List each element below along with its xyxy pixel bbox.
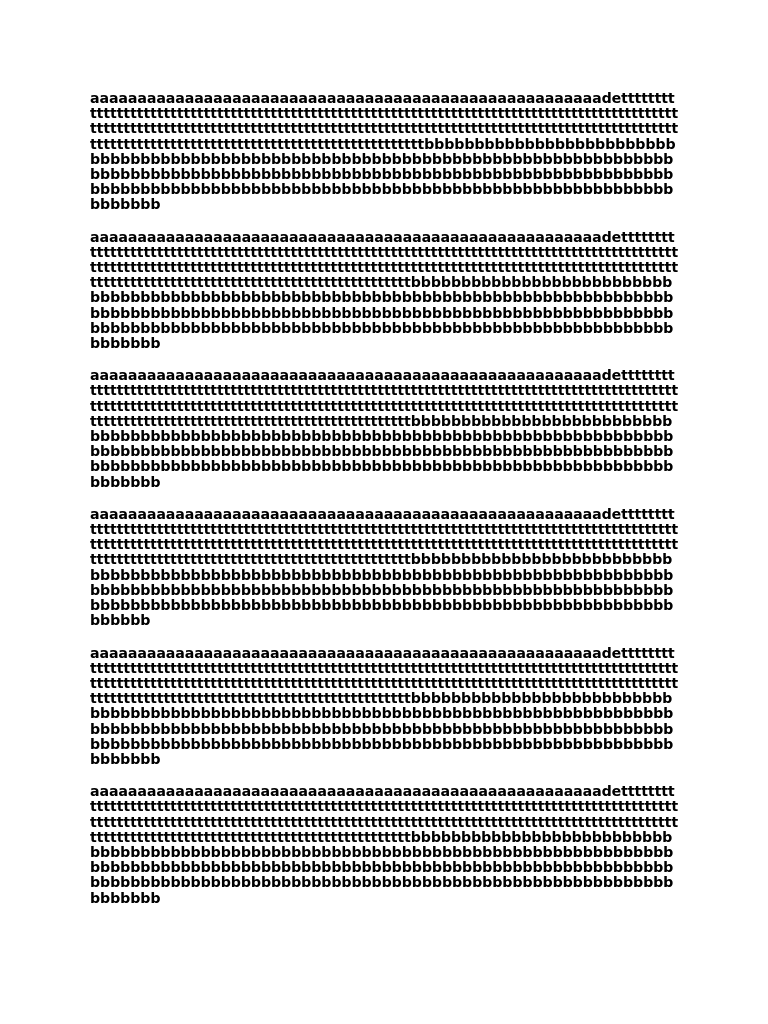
paragraph-5: aaaaaaaaaaaaaaaaaaaaaaaaaaaaaaaaaaaaaaaaaaaaaaaaaaaaaadettttttttttttttttttttttttttttttttttttttttttttttttttttttttttttttttttttttttttttttttttttttttttttttttttttttttttttttttttttttttttttttttttttttttttttttttttttttttttttttttttttttttttttttttttttttttttttttttttttttttttttttttttttttttttttttttttttttttbbbbbbbbbbbbbbbbbbbbbbbbbbbbbbbbbbbbbbbbbbbbbbbbbbbbbbbbbbbbbbbbbbbbbbbbbbbbbbbbbbbbbbbbbbbbbbbbbbbbbbbbbbbbbbbbbbbbbbbbbbbbbbbbbbbbbbbbbbbbbbbbbbbbbbbbbbbbbbbbbbbbbbbbbbbbbbbbbbbbbbbbbbbbbbbbbbbbbbbbbbbbbbb	[90, 645, 679, 768]
paragraph-2: aaaaaaaaaaaaaaaaaaaaaaaaaaaaaaaaaaaaaaaaaaaaaaaaaaaaaadettttttttttttttttttttttttttttttttttttttttttttttttttttttttttttttttttttttttttttttttttttttttttttttttttttttttttttttttttttttttttttttttttttttttttttttttttttttttttttttttttttttttttttttttttttttttttttttttttttttttttttttttttttttttttttttttttttttttbbbbbbbbbbbbbbbbbbbbbbbbbbbbbbbbbbbbbbbbbbbbbbbbbbbbbbbbbbbbbbbbbbbbbbbbbbbbbbbbbbbbbbbbbbbbbbbbbbbbbbbbbbbbbbbbbbbbbbbbbbbbbbbbbbbbbbbbbbbbbbbbbbbbbbbbbbbbbbbbbbbbbbbbbbbbbbbbbbbbbbbbbbbbbbbbbbbbbbbbbbbbbbb	[90, 229, 679, 353]
document-body	[90, 92, 680, 924]
paragraph-3: aaaaaaaaaaaaaaaaaaaaaaaaaaaaaaaaaaaaaaaaaaaaaaaaaaaaaadettttttttttttttttttttttttttttttttttttttttttttttttttttttttttttttttttttttttttttttttttttttttttttttttttttttttttttttttttttttttttttttttttttttttttttttttttttttttttttttttttttttttttttttttttttttttttttttttttttttttttttttttttttttttttttttttttttttttbbbbbbbbbbbbbbbbbbbbbbbbbbbbbbbbbbbbbbbbbbbbbbbbbbbbbbbbbbbbbbbbbbbbbbbbbbbbbbbbbbbbbbbbbbbbbbbbbbbbbbbbbbbbbbbbbbbbbbbbbbbbbbbbbbbbbbbbbbbbbbbbbbbbbbbbbbbbbbbbbbbbbbbbbbbbbbbbbbbbbbbbbbbbbbbbbbbbbbbbbbbbbbb	[90, 368, 679, 491]
paragraph-1: aaaaaaaaaaaaaaaaaaaaaaaaaaaaaaaaaaaaaaaaaaaaaaaaaaaaaadettttttttttttttttttttttttttttttttttttttttttttttttttttttttttttttttttttttttttttttttttttttttttttttttttttttttttttttttttttttttttttttttttttttttttttttttttttttttttttttttttttttttttttttttttttttttttttttttttttttttttttttttttttttttttttttttttttttttttbbbbbbbbbbbbbbbbbbbbbbbbbbbbbbbbbbbbbbbbbbbbbbbbbbbbbbbbbbbbbbbbbbbbbbbbbbbbbbbbbbbbbbbbbbbbbbbbbbbbbbbbbbbbbbbbbbbbbbbbbbbbbbbbbbbbbbbbbbbbbbbbbbbbbbbbbbbbbbbbbbbbbbbbbbbbbbbbbbbbbbbbbbbbbbbbbbbbbbbbbbbbbb	[90, 91, 679, 214]
paragraph-6: aaaaaaaaaaaaaaaaaaaaaaaaaaaaaaaaaaaaaaaaaaaaaaaaaaaaaadettttttttttttttttttttttttttttttttttttttttttttttttttttttttttttttttttttttttttttttttttttttttttttttttttttttttttttttttttttttttttttttttttttttttttttttttttttttttttttttttttttttttttttttttttttttttttttttttttttttttttttttttttttttttttttttttttttttttbbbbbbbbbbbbbbbbbbbbbbbbbbbbbbbbbbbbbbbbbbbbbbbbbbbbbbbbbbbbbbbbbbbbbbbbbbbbbbbbbbbbbbbbbbbbbbbbbbbbbbbbbbbbbbbbbbbbbbbbbbbbbbbbbbbbbbbbbbbbbbbbbbbbbbbbbbbbbbbbbbbbbbbbbbbbbbbbbbbbbbbbbbbbbbbbbbbbbbbbbbbbbbb	[90, 784, 679, 907]
paragraph-4: aaaaaaaaaaaaaaaaaaaaaaaaaaaaaaaaaaaaaaaaaaaaaaaaaaaaaadettttttttttttttttttttttttttttttttttttttttttttttttttttttttttttttttttttttttttttttttttttttttttttttttttttttttttttttttttttttttttttttttttttttttttttttttttttttttttttttttttttttttttttttttttttttttttttttttttttttttttttttttttttttttttttttttttttttttbbbbbbbbbbbbbbbbbbbbbbbbbbbbbbbbbbbbbbbbbbbbbbbbbbbbbbbbbbbbbbbbbbbbbbbbbbbbbbbbbbbbbbbbbbbbbbbbbbbbbbbbbbbbbbbbbbbbbbbbbbbbbbbbbbbbbbbbbbbbbbbbbbbbbbbbbbbbbbbbbbbbbbbbbbbbbbbbbbbbbbbbbbbbbbbbbbbbbbbbbbbbbb	[90, 506, 679, 630]
